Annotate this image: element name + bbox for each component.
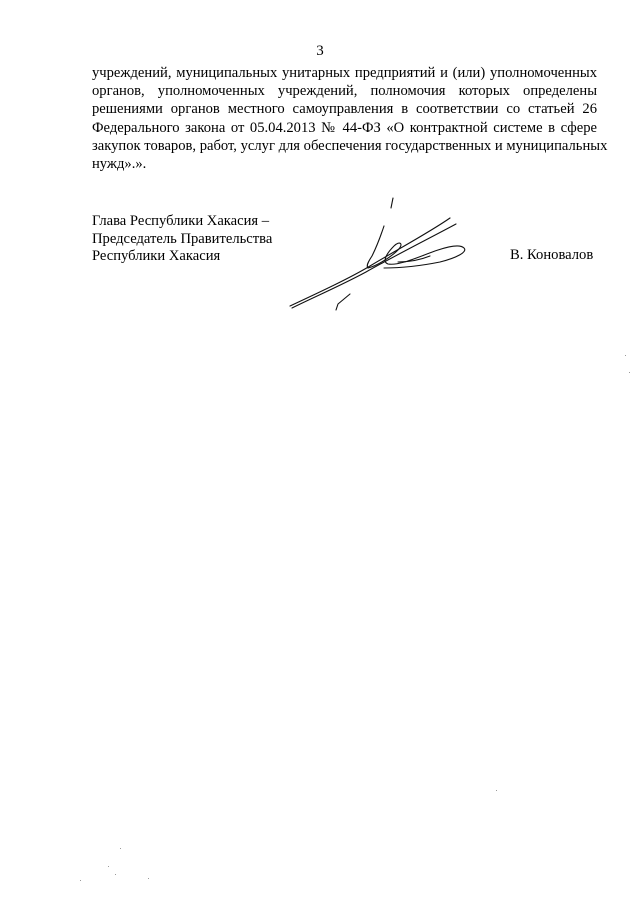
handwritten-signature — [280, 196, 480, 316]
scan-speck — [496, 790, 497, 791]
body-line: органов, уполномоченных учреждений, полномочия которых определены — [92, 83, 597, 100]
scan-speck — [120, 848, 121, 849]
signatory-position-line: Республики Хакасия — [92, 248, 221, 265]
body-line: закупок товаров, работ, услуг для обеспечения государственных и муниципальных — [92, 137, 608, 154]
signer-name: В. Коновалов — [510, 247, 594, 263]
scan-speck — [115, 874, 116, 875]
scan-speck — [629, 372, 630, 373]
signatory-position-line: Глава Республики Хакасия – — [92, 213, 270, 229]
scan-speck — [80, 880, 81, 881]
signatory-position — [92, 213, 272, 266]
body-line: учреждений, муниципальных унитарных предприятий и (или) уполномоченных — [92, 65, 597, 81]
page-number: 3 — [316, 43, 324, 59]
scan-speck — [108, 866, 109, 867]
scan-speck — [148, 878, 149, 879]
signatory-position-line: Председатель Правительства — [92, 230, 273, 247]
body-paragraph — [92, 64, 608, 173]
body-line: нужд».». — [92, 156, 147, 173]
body-line: решениями органов местного самоуправления в соответствии со статьей 26 — [92, 101, 597, 118]
body-line: Федерального закона от 05.04.2013 № 44-ФЗ «О контрактной системе в сфере — [92, 119, 597, 136]
scan-speck — [625, 355, 626, 356]
